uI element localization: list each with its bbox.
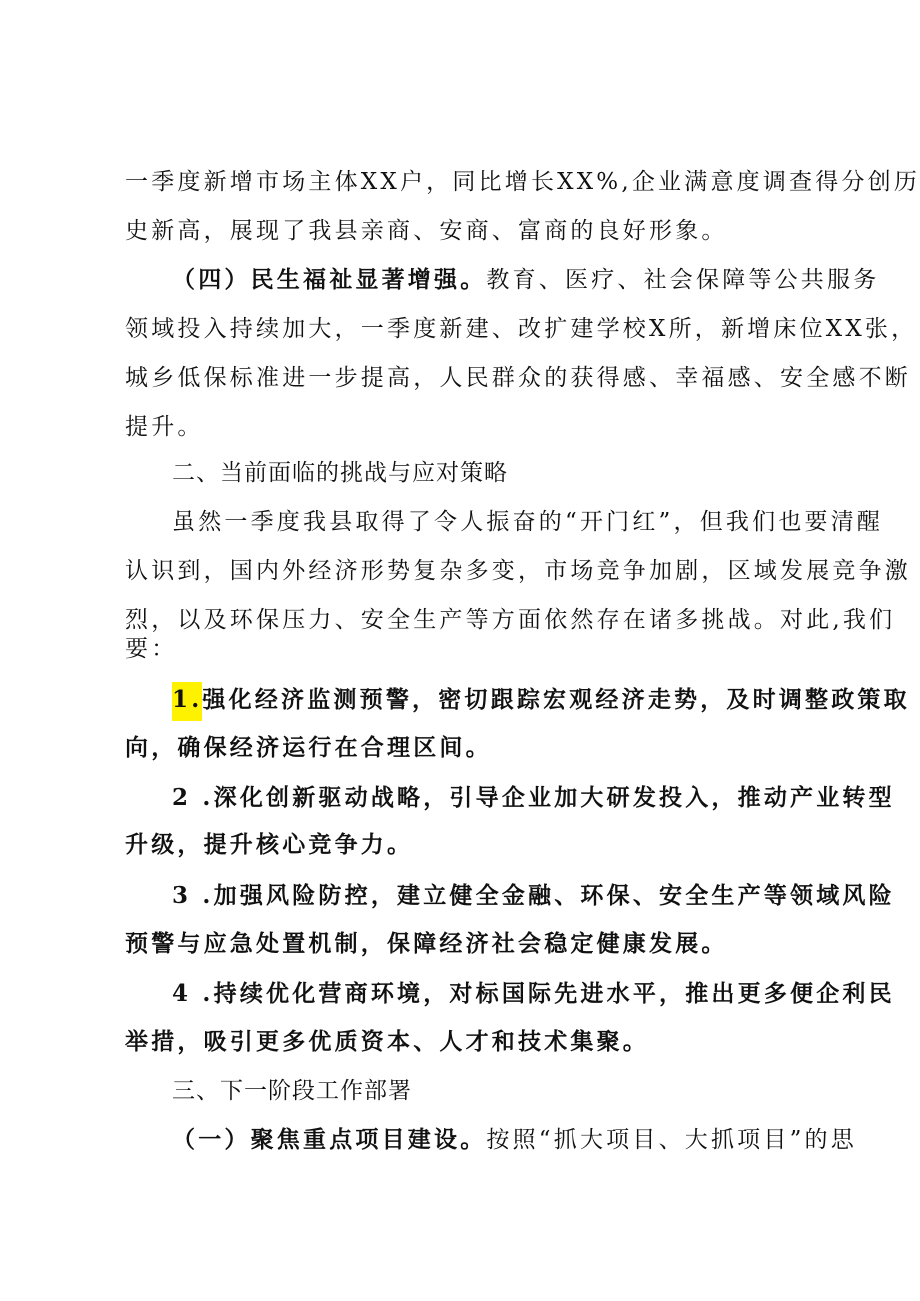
- list-item-1-text: 强化经济监测预警，密切跟踪宏观经济走势，及时调整政策取: [202, 686, 910, 713]
- section-4-lead: （四）民生福祉显著增强。: [172, 266, 487, 293]
- list-item-2-line2: 升级，提升核心竞争力。: [125, 831, 414, 858]
- paragraph-p2-line1: [172, 265, 879, 295]
- paragraph-p3-line4: 要：: [125, 636, 178, 662]
- list-item-3-line2: 预警与应急处置机制，保障经济社会稳定健康发展。: [125, 930, 728, 957]
- heading-section-3: 三、下一阶段工作部署: [172, 1078, 412, 1104]
- list-item-3-line1: 3 .加强风险防控，建立健全金融、环保、安全生产等领域风险: [172, 882, 895, 909]
- paragraph-p2-line1-rest: 教育、医疗、社会保障等公共服务: [486, 267, 880, 293]
- list-item-4-line2: 举措，吸引更多优质资本、人才和技术集聚。: [125, 1028, 649, 1055]
- paragraph-p2-line3: 城乡低保标准进一步提高，人民群众的获得感、幸福感、安全感不断: [125, 365, 911, 391]
- list-item-1-line2: 向，确保经济运行在合理区间。: [125, 734, 492, 761]
- paragraph-p4-line1: [172, 1125, 857, 1155]
- paragraph-p1-line2: 史新高，展现了我县亲商、安商、富商的良好形象。: [125, 218, 728, 244]
- paragraph-p4-line1-rest: 按照“抓大项目、大抓项目”的思: [486, 1127, 857, 1153]
- section-3-1-lead: （一）聚焦重点项目建设。: [172, 1126, 487, 1153]
- paragraph-p2-line4: 提升。: [125, 414, 204, 440]
- list-item-1-number: 1.: [172, 682, 202, 721]
- paragraph-p3-line3: 烈，以及环保压力、安全生产等方面依然存在诸多挑战。对此,我们: [125, 607, 896, 633]
- paragraph-p1-line1: 一季度新增市场主体XX户，同比增长XX%,企业满意度调查得分创历: [125, 169, 920, 195]
- list-item-2-line1: 2 .深化创新驱动战略，引导企业加大研发投入，推动产业转型: [172, 784, 895, 811]
- list-item-4-line1: 4 .持续优化营商环境，对标国际先进水平，推出更多便企利民: [172, 980, 895, 1007]
- heading-section-2: 二、当前面临的挑战与应对策略: [172, 460, 508, 486]
- list-item-1-line1: [172, 685, 910, 715]
- paragraph-p3-line1: 虽然一季度我县取得了令人振奋的“开门红”，但我们也要清醒: [172, 509, 884, 535]
- paragraph-p3-line2: 认识到，国内外经济形势复杂多变，市场竞争加剧，区域发展竞争激: [125, 558, 911, 584]
- paragraph-p2-line2: 领域投入持续加大，一季度新建、改扩建学校X所，新增床位XX张，: [125, 316, 918, 342]
